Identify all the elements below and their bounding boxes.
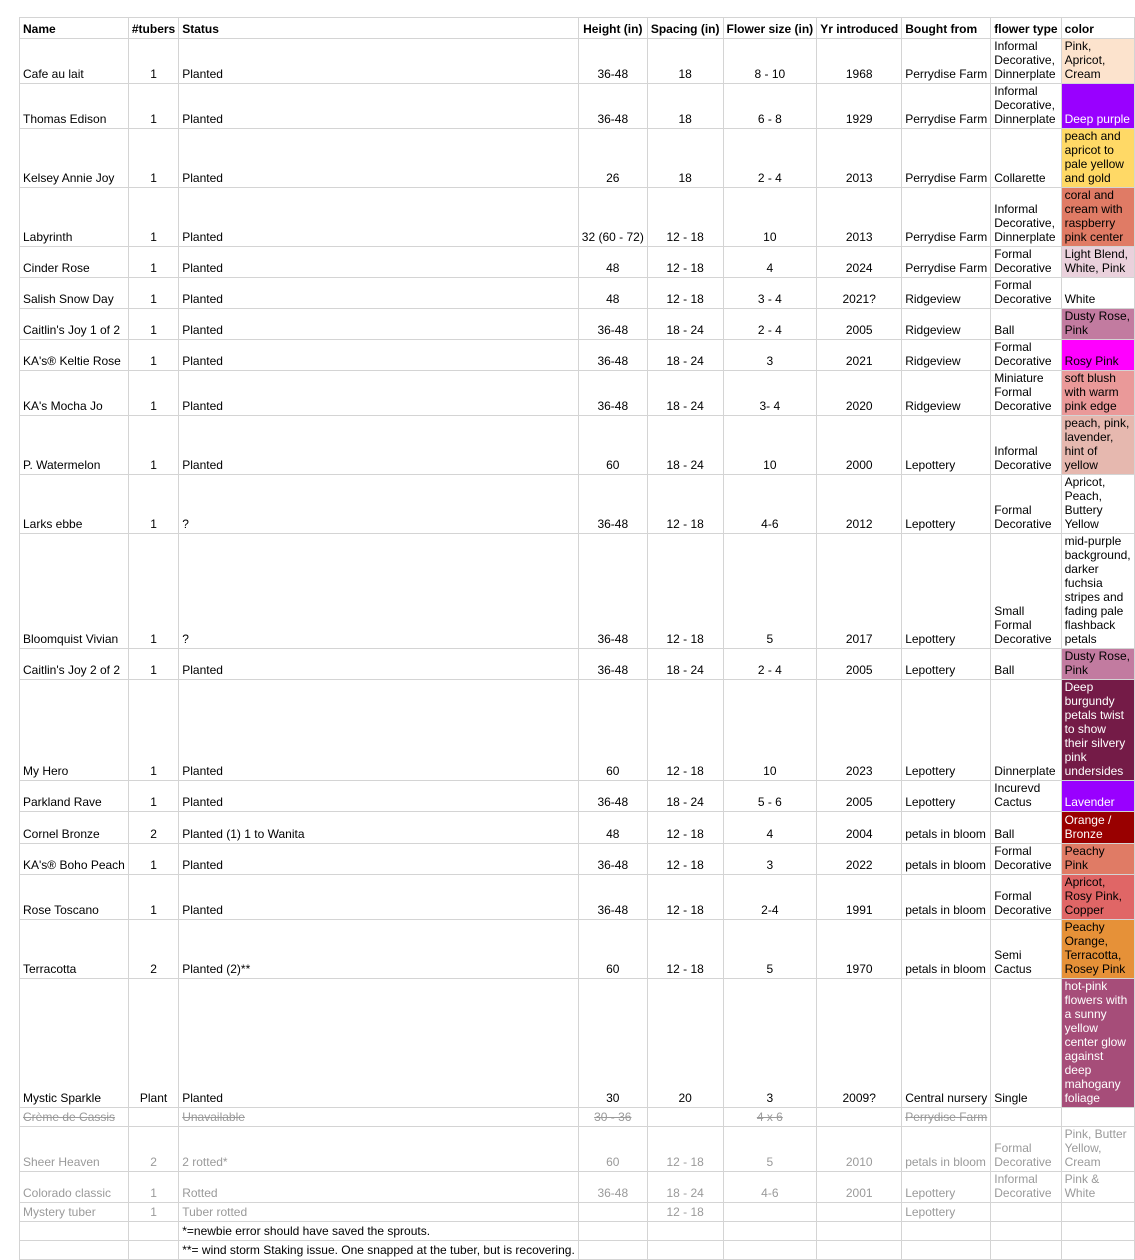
cell-year[interactable]: 2013 — [817, 129, 902, 188]
cell-tubers[interactable]: 1 — [128, 475, 178, 534]
cell-name[interactable]: Sheer Heaven — [20, 1127, 129, 1172]
cell-from[interactable]: Perrydise Farm — [902, 129, 991, 188]
cell-spacing[interactable]: 12 - 18 — [647, 534, 723, 649]
cell-spacing[interactable]: 12 - 18 — [647, 875, 723, 920]
table-row — [20, 680, 1135, 781]
cell-height[interactable]: 26 — [578, 129, 647, 188]
cell-type[interactable]: Small Formal Decorative — [991, 534, 1061, 649]
cell-size[interactable]: 2 - 4 — [723, 129, 817, 188]
table-row — [20, 416, 1135, 475]
cell-spacing[interactable]: 18 - 24 — [647, 1172, 723, 1203]
cell-type[interactable]: Formal Decorative — [991, 247, 1061, 278]
cell-height[interactable]: 36-48 — [578, 371, 647, 416]
cell-size[interactable]: 5 — [723, 920, 817, 979]
cell-spacing[interactable]: 12 - 18 — [647, 844, 723, 875]
cell-spacing[interactable]: 18 - 24 — [647, 416, 723, 475]
cell-size[interactable]: 10 — [723, 188, 817, 247]
cell-tubers[interactable]: Plant — [128, 979, 178, 1108]
empty-cell[interactable] — [128, 1222, 178, 1241]
cell-color[interactable]: Apricot, Rosy Pink, Copper — [1061, 875, 1134, 920]
cell-size[interactable] — [723, 1203, 817, 1222]
cell-name[interactable]: Rose Toscano — [20, 875, 129, 920]
column-header[interactable]: color — [1061, 18, 1134, 39]
cell-color[interactable]: Deep purple — [1061, 84, 1134, 129]
cell-type[interactable]: Formal Decorative — [991, 340, 1061, 371]
cell-tubers[interactable]: 1 — [128, 188, 178, 247]
cell-tubers[interactable]: 1 — [128, 416, 178, 475]
cell-year[interactable]: 2000 — [817, 416, 902, 475]
cell-from[interactable]: petals in bloom — [902, 1127, 991, 1172]
cell-size[interactable]: 3 — [723, 340, 817, 371]
cell-year[interactable]: 2022 — [817, 844, 902, 875]
cell-from[interactable]: Lepottery — [902, 1172, 991, 1203]
cell-size[interactable]: 2 - 4 — [723, 309, 817, 340]
empty-cell[interactable] — [578, 1222, 647, 1241]
cell-size[interactable]: 4 — [723, 812, 817, 844]
cell-height[interactable]: 48 — [578, 278, 647, 309]
cell-size[interactable]: 3 - 4 — [723, 278, 817, 309]
column-header[interactable]: #tubers — [128, 18, 178, 39]
cell-color[interactable]: Pink, Apricot, Cream — [1061, 39, 1134, 84]
cell-year[interactable]: 2020 — [817, 371, 902, 416]
cell-type[interactable]: Ball — [991, 649, 1061, 680]
cell-type[interactable]: Formal Decorative — [991, 844, 1061, 875]
cell-color[interactable]: Dusty Rose, Pink — [1061, 649, 1134, 680]
cell-size[interactable]: 3 — [723, 844, 817, 875]
table-row — [20, 844, 1135, 875]
cell-size[interactable]: 6 - 8 — [723, 84, 817, 129]
table-row — [20, 188, 1135, 247]
cell-spacing[interactable]: 18 — [647, 39, 723, 84]
cell-from[interactable]: Ridgeview — [902, 371, 991, 416]
empty-cell[interactable] — [1061, 1241, 1134, 1260]
cell-name[interactable]: KA's Mocha Jo — [20, 371, 129, 416]
cell-status[interactable]: Tuber rotted — [179, 1203, 579, 1222]
cell-name[interactable]: Salish Snow Day — [20, 278, 129, 309]
cell-year[interactable]: 2001 — [817, 1172, 902, 1203]
table-row — [20, 781, 1135, 812]
cell-color[interactable]: soft blush with warm pink edge — [1061, 371, 1134, 416]
cell-spacing[interactable]: 18 - 24 — [647, 371, 723, 416]
cell-type[interactable]: Miniature Formal Decorative — [991, 371, 1061, 416]
note-row — [20, 1222, 1135, 1241]
cell-color[interactable]: mid-purple background, darker fuchsia stripes and fading pale flashback petals — [1061, 534, 1134, 649]
cell-spacing[interactable]: 18 - 24 — [647, 340, 723, 371]
table-row — [20, 475, 1135, 534]
cell-type[interactable] — [991, 1203, 1061, 1222]
cell-color[interactable]: hot-pink flowers with a sunny yellow center glow against deep mahogany foliage — [1061, 979, 1134, 1108]
empty-cell[interactable] — [128, 1241, 178, 1260]
empty-cell[interactable] — [20, 1222, 129, 1241]
cell-tubers[interactable]: 1 — [128, 340, 178, 371]
cell-status[interactable]: Planted — [179, 416, 579, 475]
footnote[interactable]: **= wind storm Staking issue. One snapped at the tuber, but is recovering. — [179, 1241, 579, 1260]
cell-height[interactable]: 36-48 — [578, 649, 647, 680]
empty-cell[interactable] — [723, 1241, 817, 1260]
table-row — [20, 649, 1135, 680]
cell-year[interactable]: 1991 — [817, 875, 902, 920]
cell-name[interactable]: Caitlin's Joy 1 of 2 — [20, 309, 129, 340]
table-row — [20, 247, 1135, 278]
cell-type[interactable]: Informal Decorative — [991, 1172, 1061, 1203]
cell-height[interactable]: 60 — [578, 920, 647, 979]
cell-spacing[interactable]: 12 - 18 — [647, 247, 723, 278]
cell-tubers[interactable]: 1 — [128, 1203, 178, 1222]
table-row — [20, 84, 1135, 129]
cell-tubers[interactable]: 1 — [128, 39, 178, 84]
cell-height[interactable]: 48 — [578, 812, 647, 844]
cell-status[interactable]: Planted — [179, 188, 579, 247]
cell-color[interactable]: Dusty Rose, Pink — [1061, 309, 1134, 340]
cell-status[interactable]: Planted — [179, 340, 579, 371]
cell-height[interactable]: 36-48 — [578, 340, 647, 371]
cell-color[interactable]: peach, pink, lavender, hint of yellow — [1061, 416, 1134, 475]
cell-year[interactable]: 2005 — [817, 649, 902, 680]
cell-size[interactable]: 8 - 10 — [723, 39, 817, 84]
empty-cell[interactable] — [723, 1222, 817, 1241]
cell-name[interactable]: Mystic Sparkle — [20, 979, 129, 1108]
cell-color[interactable]: Rosy Pink — [1061, 340, 1134, 371]
cell-height[interactable]: 36-48 — [578, 309, 647, 340]
cell-year[interactable]: 2021 — [817, 340, 902, 371]
cell-size[interactable]: 4-6 — [723, 475, 817, 534]
cell-size[interactable]: 10 — [723, 680, 817, 781]
cell-from[interactable]: petals in bloom — [902, 920, 991, 979]
cell-height[interactable]: 36-48 — [578, 39, 647, 84]
column-header[interactable]: Bought from — [902, 18, 991, 39]
cell-from[interactable]: petals in bloom — [902, 875, 991, 920]
cell-status[interactable]: Planted — [179, 680, 579, 781]
empty-cell[interactable] — [902, 1241, 991, 1260]
cell-name[interactable]: Parkland Rave — [20, 781, 129, 812]
cell-height[interactable]: 60 — [578, 1127, 647, 1172]
cell-tubers[interactable]: 1 — [128, 371, 178, 416]
cell-type[interactable]: Informal Decorative, Dinnerplate — [991, 84, 1061, 129]
cell-from[interactable]: Lepottery — [902, 416, 991, 475]
cell-type[interactable]: Ball — [991, 309, 1061, 340]
cell-from[interactable]: Ridgeview — [902, 309, 991, 340]
cell-status[interactable]: Planted — [179, 84, 579, 129]
cell-height[interactable]: 36-48 — [578, 1172, 647, 1203]
cell-tubers[interactable]: 1 — [128, 875, 178, 920]
cell-name[interactable]: Larks ebbe — [20, 475, 129, 534]
cell-spacing[interactable]: 18 — [647, 129, 723, 188]
cell-color[interactable] — [1061, 1203, 1134, 1222]
table-row — [20, 1172, 1135, 1203]
cell-tubers[interactable]: 1 — [128, 680, 178, 781]
cell-year[interactable]: 2024 — [817, 247, 902, 278]
cell-from[interactable]: Perrydise Farm — [902, 188, 991, 247]
empty-cell[interactable] — [902, 1222, 991, 1241]
cell-height[interactable]: 48 — [578, 247, 647, 278]
empty-cell[interactable] — [991, 1241, 1061, 1260]
cell-name[interactable]: Terracotta — [20, 920, 129, 979]
table-row — [20, 979, 1135, 1108]
table-row — [20, 920, 1135, 979]
cell-year[interactable]: 2023 — [817, 680, 902, 781]
empty-cell[interactable] — [991, 1222, 1061, 1241]
header-row — [20, 18, 1135, 39]
cell-year[interactable]: 1970 — [817, 920, 902, 979]
column-header[interactable]: Yr introduced — [817, 18, 902, 39]
cell-type[interactable]: Formal Decorative — [991, 1127, 1061, 1172]
empty-cell[interactable] — [578, 1241, 647, 1260]
cell-from[interactable]: Perrydise Farm — [902, 39, 991, 84]
cell-status[interactable]: ? — [179, 475, 579, 534]
cell-type[interactable]: Single — [991, 979, 1061, 1108]
cell-type[interactable]: Collarette — [991, 129, 1061, 188]
cell-height[interactable]: 60 — [578, 680, 647, 781]
cell-year[interactable]: 1968 — [817, 39, 902, 84]
cell-tubers[interactable]: 1 — [128, 844, 178, 875]
cell-spacing[interactable]: 12 - 18 — [647, 188, 723, 247]
cell-year[interactable] — [817, 1203, 902, 1222]
cell-color[interactable]: coral and cream with raspberry pink center — [1061, 188, 1134, 247]
table-row — [20, 340, 1135, 371]
cell-status[interactable]: Planted — [179, 247, 579, 278]
cell-from[interactable]: Lepottery — [902, 534, 991, 649]
cell-height[interactable] — [578, 1203, 647, 1222]
cell-status[interactable]: Planted — [179, 278, 579, 309]
cell-spacing[interactable]: 12 - 18 — [647, 1127, 723, 1172]
cell-color[interactable]: White — [1061, 278, 1134, 309]
cell-color[interactable]: Orange / Bronze — [1061, 812, 1134, 844]
cell-name[interactable]: Bloomquist Vivian — [20, 534, 129, 649]
cell-year[interactable]: 1929 — [817, 84, 902, 129]
cell-type[interactable]: Dinnerplate — [991, 680, 1061, 781]
cell-size[interactable]: 5 — [723, 1127, 817, 1172]
table-row — [20, 39, 1135, 84]
cell-color[interactable]: Pink, Butter Yellow, Cream — [1061, 1127, 1134, 1172]
cell-height[interactable]: 36-48 — [578, 534, 647, 649]
cell-from[interactable]: Lepottery — [902, 649, 991, 680]
cell-tubers[interactable]: 1 — [128, 781, 178, 812]
cell-type[interactable]: Formal Decorative — [991, 278, 1061, 309]
table-row — [20, 875, 1135, 920]
cell-tubers[interactable]: 2 — [128, 920, 178, 979]
cell-name[interactable]: Kelsey Annie Joy — [20, 129, 129, 188]
cell-year[interactable] — [817, 1108, 902, 1127]
cell-type[interactable]: Formal Decorative — [991, 875, 1061, 920]
note-row — [20, 1241, 1135, 1260]
cell-status[interactable]: Planted — [179, 979, 579, 1108]
empty-cell[interactable] — [647, 1222, 723, 1241]
cell-name[interactable]: Mystery tuber — [20, 1203, 129, 1222]
cell-spacing[interactable]: 12 - 18 — [647, 278, 723, 309]
cell-tubers[interactable]: 1 — [128, 1172, 178, 1203]
cell-tubers[interactable]: 1 — [128, 84, 178, 129]
cell-size[interactable]: 4 x 6 — [723, 1108, 817, 1127]
cell-from[interactable]: Perrydise Farm — [902, 247, 991, 278]
cell-year[interactable]: 2017 — [817, 534, 902, 649]
column-header[interactable]: Name — [20, 18, 129, 39]
cell-from[interactable]: petals in bloom — [902, 844, 991, 875]
cell-color[interactable]: Peachy Pink — [1061, 844, 1134, 875]
cell-tubers[interactable]: 1 — [128, 309, 178, 340]
cell-status[interactable]: Planted (2)** — [179, 920, 579, 979]
cell-year[interactable]: 2005 — [817, 781, 902, 812]
cell-size[interactable]: 2 - 4 — [723, 649, 817, 680]
cell-type[interactable]: Informal Decorative — [991, 416, 1061, 475]
table-row — [20, 371, 1135, 416]
table-row — [20, 812, 1135, 844]
cell-year[interactable]: 2010 — [817, 1127, 902, 1172]
column-header[interactable]: Status — [179, 18, 579, 39]
cell-height[interactable]: 36-48 — [578, 875, 647, 920]
cell-name[interactable]: Cinder Rose — [20, 247, 129, 278]
cell-from[interactable]: Perrydise Farm — [902, 1108, 991, 1127]
cell-name[interactable]: My Hero — [20, 680, 129, 781]
cell-year[interactable]: 2009? — [817, 979, 902, 1108]
cell-height[interactable]: 36-48 — [578, 475, 647, 534]
cell-name[interactable]: P. Watermelon — [20, 416, 129, 475]
cell-height[interactable]: 30 - 36 — [578, 1108, 647, 1127]
cell-status[interactable]: Unavailable — [179, 1108, 579, 1127]
cell-tubers[interactable]: 2 — [128, 1127, 178, 1172]
cell-tubers[interactable] — [128, 1108, 178, 1127]
cell-spacing[interactable]: 18 — [647, 84, 723, 129]
cell-year[interactable]: 2012 — [817, 475, 902, 534]
cell-status[interactable]: Planted — [179, 844, 579, 875]
cell-from[interactable]: Central nursery — [902, 979, 991, 1108]
cell-tubers[interactable]: 1 — [128, 534, 178, 649]
cell-size[interactable]: 3- 4 — [723, 371, 817, 416]
cell-from[interactable]: Perrydise Farm — [902, 84, 991, 129]
dahlia-spreadsheet — [19, 17, 1135, 1260]
cell-type[interactable]: Ball — [991, 812, 1061, 844]
cell-name[interactable]: Labyrinth — [20, 188, 129, 247]
cell-color[interactable]: Deep burgundy petals twist to show their silvery pink undersides — [1061, 680, 1134, 781]
cell-size[interactable]: 2-4 — [723, 875, 817, 920]
cell-spacing[interactable]: 20 — [647, 979, 723, 1108]
column-header[interactable]: Flower size (in) — [723, 18, 817, 39]
cell-spacing[interactable]: 12 - 18 — [647, 1203, 723, 1222]
cell-name[interactable]: Colorado classic — [20, 1172, 129, 1203]
table-row — [20, 1127, 1135, 1172]
empty-cell[interactable] — [647, 1241, 723, 1260]
cell-size[interactable]: 4-6 — [723, 1172, 817, 1203]
cell-spacing[interactable]: 12 - 18 — [647, 812, 723, 844]
cell-spacing[interactable]: 18 - 24 — [647, 309, 723, 340]
cell-tubers[interactable]: 1 — [128, 649, 178, 680]
cell-from[interactable]: Lepottery — [902, 1203, 991, 1222]
cell-status[interactable]: ? — [179, 534, 579, 649]
cell-color[interactable] — [1061, 1108, 1134, 1127]
cell-tubers[interactable]: 1 — [128, 247, 178, 278]
cell-name[interactable]: KA's® Boho Peach — [20, 844, 129, 875]
cell-from[interactable]: petals in bloom — [902, 812, 991, 844]
cell-name[interactable]: Thomas Edison — [20, 84, 129, 129]
table-row — [20, 309, 1135, 340]
cell-size[interactable]: 3 — [723, 979, 817, 1108]
cell-color[interactable]: Pink & White — [1061, 1172, 1134, 1203]
cell-spacing[interactable]: 12 - 18 — [647, 475, 723, 534]
empty-cell[interactable] — [1061, 1222, 1134, 1241]
table-row — [20, 129, 1135, 188]
empty-cell[interactable] — [20, 1241, 129, 1260]
cell-from[interactable]: Ridgeview — [902, 278, 991, 309]
cell-spacing[interactable]: 18 - 24 — [647, 781, 723, 812]
cell-height[interactable]: 36-48 — [578, 84, 647, 129]
cell-type[interactable]: Informal Decorative, Dinnerplate — [991, 39, 1061, 84]
cell-name[interactable]: KA's® Keltie Rose — [20, 340, 129, 371]
cell-height[interactable]: 32 (60 - 72) — [578, 188, 647, 247]
cell-color[interactable]: Light Blend, White, Pink — [1061, 247, 1134, 278]
cell-status[interactable]: Planted — [179, 309, 579, 340]
cell-type[interactable] — [991, 1108, 1061, 1127]
cell-size[interactable]: 4 — [723, 247, 817, 278]
cell-from[interactable]: Lepottery — [902, 781, 991, 812]
cell-from[interactable]: Lepottery — [902, 475, 991, 534]
cell-name[interactable]: Cornel Bronze — [20, 812, 129, 844]
cell-size[interactable]: 5 — [723, 534, 817, 649]
footnote[interactable]: *=newbie error should have saved the sprouts. — [179, 1222, 579, 1241]
table-row — [20, 1108, 1135, 1127]
column-header[interactable]: flower type — [991, 18, 1061, 39]
cell-status[interactable]: Planted — [179, 371, 579, 416]
cell-height[interactable]: 60 — [578, 416, 647, 475]
cell-tubers[interactable]: 2 — [128, 812, 178, 844]
cell-height[interactable]: 36-48 — [578, 844, 647, 875]
cell-color[interactable]: Lavender — [1061, 781, 1134, 812]
cell-status[interactable]: Planted — [179, 875, 579, 920]
cell-year[interactable]: 2005 — [817, 309, 902, 340]
cell-color[interactable]: peach and apricot to pale yellow and gold — [1061, 129, 1134, 188]
cell-status[interactable]: Planted — [179, 39, 579, 84]
table-row — [20, 278, 1135, 309]
cell-height[interactable]: 30 — [578, 979, 647, 1108]
cell-status[interactable]: Planted — [179, 129, 579, 188]
column-header[interactable]: Spacing (in) — [647, 18, 723, 39]
cell-height[interactable]: 36-48 — [578, 781, 647, 812]
cell-status[interactable]: Planted (1) 1 to Wanita — [179, 812, 579, 844]
cell-year[interactable]: 2021? — [817, 278, 902, 309]
cell-status[interactable]: 2 rotted* — [179, 1127, 579, 1172]
empty-cell[interactable] — [817, 1222, 902, 1241]
cell-size[interactable]: 5 - 6 — [723, 781, 817, 812]
cell-status[interactable]: Planted — [179, 781, 579, 812]
cell-type[interactable]: Incurevd Cactus — [991, 781, 1061, 812]
column-header[interactable]: Height (in) — [578, 18, 647, 39]
cell-status[interactable]: Planted — [179, 649, 579, 680]
cell-year[interactable]: 2013 — [817, 188, 902, 247]
cell-color[interactable]: Peachy Orange, Terracotta, Rosey Pink — [1061, 920, 1134, 979]
cell-name[interactable]: Cafe au lait — [20, 39, 129, 84]
cell-from[interactable]: Ridgeview — [902, 340, 991, 371]
cell-tubers[interactable]: 1 — [128, 129, 178, 188]
cell-name[interactable]: Caitlin's Joy 2 of 2 — [20, 649, 129, 680]
cell-from[interactable]: Lepottery — [902, 680, 991, 781]
cell-spacing[interactable]: 18 - 24 — [647, 649, 723, 680]
cell-year[interactable]: 2004 — [817, 812, 902, 844]
cell-color[interactable]: Apricot, Peach, Buttery Yellow — [1061, 475, 1134, 534]
cell-type[interactable]: Semi Cactus — [991, 920, 1061, 979]
cell-type[interactable]: Informal Decorative, Dinnerplate — [991, 188, 1061, 247]
cell-size[interactable]: 10 — [723, 416, 817, 475]
cell-spacing[interactable]: 12 - 18 — [647, 920, 723, 979]
table-row — [20, 534, 1135, 649]
cell-spacing[interactable]: 12 - 18 — [647, 680, 723, 781]
cell-status[interactable]: Rotted — [179, 1172, 579, 1203]
table-row — [20, 1203, 1135, 1222]
cell-spacing[interactable] — [647, 1108, 723, 1127]
cell-tubers[interactable]: 1 — [128, 278, 178, 309]
empty-cell[interactable] — [817, 1241, 902, 1260]
cell-type[interactable]: Formal Decorative — [991, 475, 1061, 534]
cell-name[interactable]: Crème de Cassis — [20, 1108, 129, 1127]
